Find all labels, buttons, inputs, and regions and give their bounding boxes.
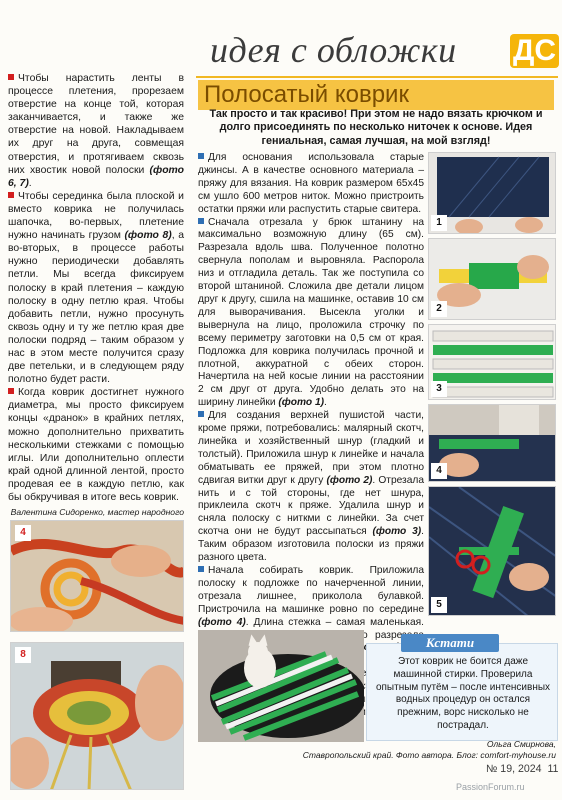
issue-number: № 19, 2024 — [486, 763, 542, 775]
photo-ruler-wrapping — [428, 238, 556, 320]
article-title-banner — [198, 80, 554, 110]
author-details: Ставропольский край. Фото автора. Блог: comfort-myhouse.ru — [302, 750, 556, 760]
page-number: 11 — [547, 763, 559, 775]
photo-denim-base — [428, 152, 556, 234]
page-footer — [486, 763, 558, 775]
section-title: идея с обложки — [210, 30, 457, 70]
kstati-text: Этот коврик не боится даже машинной стирки. Проверила опытным путём – после интенсивных водных процедур он остался прежним, ворс нисколько не пострадал. — [375, 656, 551, 731]
photo-yarn-strips — [428, 324, 556, 400]
header-divider — [196, 76, 558, 78]
left-paragraph-3: Когда коврик достигнет нужного диаметра, мы просто фиксируем концы «дранок» в крайних петлях, можно дополнительно прихватить несколькими стежками с помощью иглы. Или дополнительно оплести край одной длинной лентой, просто продевая ее в каждую петлю, как бы обкручивая в итоге весь коврик. — [8, 387, 184, 503]
left-paragraph-1: Чтобы нарастить ленты в процессе плетения, прорезаем отверстие на конце той, которая заканчивается, и также же отверстие на новой. Накладываем их друг на друга, совмещая отверстия, и протягиваем сквозь них хвостик новой полоски (фото 6, 7). — [8, 73, 184, 189]
photo-cat-on-rug — [198, 630, 364, 742]
braided-rope-illustration — [11, 521, 184, 632]
bullet-square-icon — [198, 411, 204, 417]
bullet-square-icon — [8, 388, 14, 394]
ruler-illustration — [429, 239, 556, 320]
author-name: Ольга Смирнова, — [486, 739, 556, 749]
mid-paragraph-1: Для основания использовала старые джинсы. А в качестве основного материала – пряжу для вязания. На коврик размером 65х45 см ушло 600 метров ниток. Можно пристроить остатки пряжи или распустить старые свитера. — [198, 152, 424, 215]
kstati-title: Кстати — [401, 634, 499, 652]
bullet-square-icon — [198, 218, 204, 224]
author-credit: Валентина Сидоренко, мастер народного — [10, 507, 184, 518]
kstati-note-box — [366, 635, 558, 741]
photo-number: 3 — [431, 381, 447, 397]
mid-paragraph-4: Начала собирать коврик. Приложила полоску к подложке по начерченной линии, отрезала лишнее, приколола булавкой. Пристрочила на машинке ровно по середине (фото 4). Длина стежка – самая маленькая. разрезала — [198, 565, 425, 641]
photo-number: 2 — [431, 301, 447, 317]
left-paragraph-2: Чтобы серединка была плоской и вместо коврика не получилась шапочка, во-первых, плетение нужно начинать грузом (фото 8), а во-вторых, в процессе работы нужно периодически добавлять петли. Мы всегда фиксируем полоску в край плетения – каждую полоску в одну петлю края. Чтобы добавить петли, нужно просунуть сквозь одну и ту же петлю края две полоски подряд – таким образом у нас в этом месте получится сразу две петельки, и в следующем ряду полотно будет расти. — [8, 190, 184, 386]
photo-number: 1 — [431, 215, 447, 231]
cutting-illustration — [429, 487, 556, 616]
bullet-square-icon — [198, 566, 204, 572]
photo-number: 5 — [431, 597, 447, 613]
mid-paragraph-3: Для создания верхней пушистой части, кроме пряжи, потребовались: малярный скотч, линейка и хозяйственный шнур (гладкий и толстый). Приложила шнур к линейке и начала обматывать ее пряжей, при этом плотно сдвигая витки друг к другу (фото 2). Отрезала нить и с той стороны, где нет шнура, приклеила скотч к пряже. Удалила шнур и сняла полоску с ниткми с линейки. За счет скотча они не будут рассыпаться (фото 3). Таким образом изготовила полоски из пряжи разного цвета. — [198, 410, 424, 564]
cat-rug-illustration — [198, 630, 364, 742]
article-title: Полосатый коврик — [204, 81, 409, 108]
photo-number: 4 — [15, 525, 31, 541]
site-watermark: PassionForum.ru — [456, 782, 525, 792]
photo-number: 4 — [431, 463, 447, 479]
article-author — [280, 739, 556, 761]
bullet-square-icon — [8, 192, 14, 198]
mid-paragraph-2: Сначала отрезала у брюк штанину на максимально возможную длину (65 см). Разрезала вдоль шва. Полученное полотно свернула пополам и выровняла. Распорола низ и отгладила деталь. Так же поступила со второй штаниной. Сложила две детали лицом друг к другу, сшила на машинке, оставив 10 см для выворачивания. Высекла уголки и вывернула на лицо, проложила строчку по всему периметру заготовки на 0,5 см от края. Подложка для коврика получилась прочной и плотной, аккуратной с обеих сторон. Начертила на ней косые линии на расстоянии 2 см друг от друга. Удобно делать это на ширину линейки (фото 1). — [198, 216, 424, 409]
bullet-square-icon — [8, 74, 14, 80]
strips-illustration — [429, 325, 556, 400]
photo-braided-rope — [10, 520, 184, 632]
denim-illustration — [429, 153, 556, 234]
photo-cutting-yarn — [428, 486, 556, 616]
bullet-square-icon — [198, 153, 204, 159]
magazine-logo: ДС — [510, 34, 559, 68]
photo-weaving-weight — [10, 642, 184, 790]
photo-sewing-machine — [428, 404, 556, 482]
photo-number: 8 — [15, 647, 31, 663]
article-lead: Так просто и так красиво! При этом не надо вязать крючком и долго присоединять по несколько ниточек к основе. Идея гениальная, самая лучшая, на мой взгляд! — [209, 108, 543, 147]
sewing-illustration — [429, 405, 556, 482]
magazine-section-header — [210, 28, 562, 72]
weaving-illustration — [11, 643, 184, 790]
left-text-column — [8, 72, 184, 554]
